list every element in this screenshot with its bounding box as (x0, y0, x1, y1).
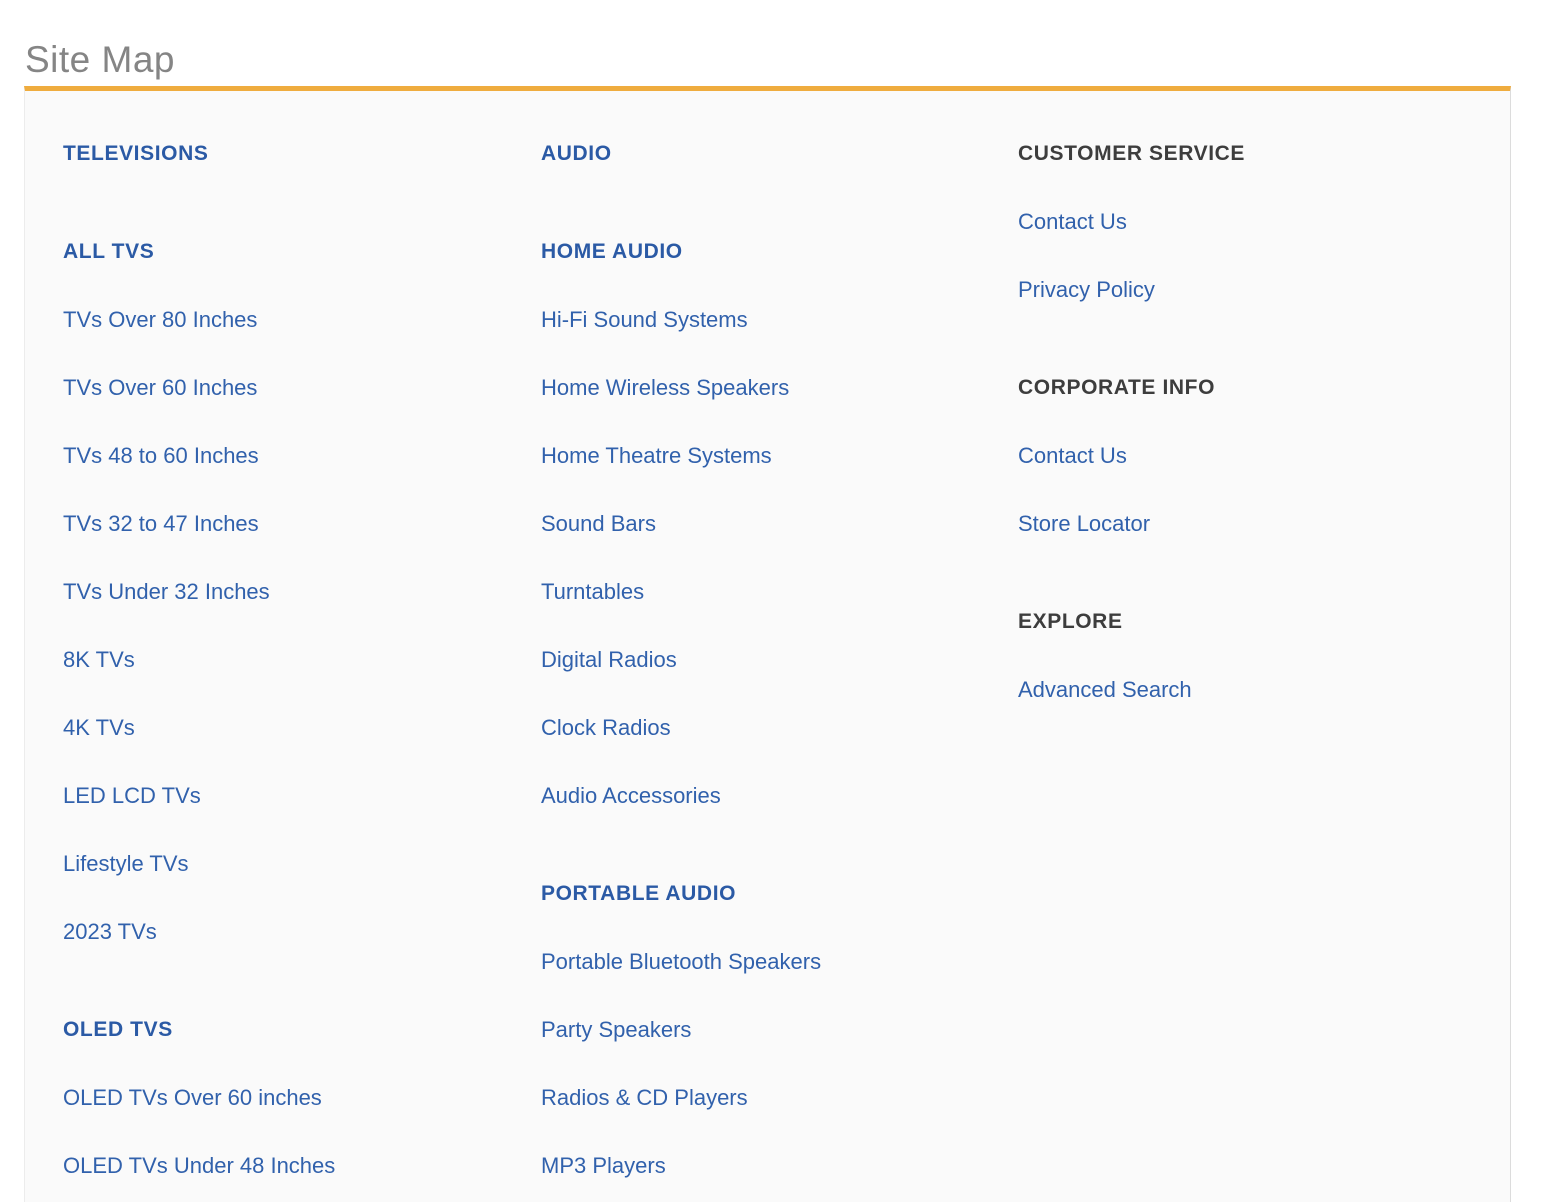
sitemap-panel (24, 86, 1511, 1202)
link-home-theatre-systems[interactable]: Home Theatre Systems (541, 443, 772, 468)
link-clock-radios[interactable]: Clock Radios (541, 715, 671, 740)
link-portable-bluetooth-speakers[interactable]: Portable Bluetooth Speakers (541, 949, 822, 974)
sitemap-columns (25, 91, 1510, 1202)
link-led-lcd-tvs[interactable]: LED LCD TVs (63, 783, 201, 808)
link-8k-tvs[interactable]: 8K TVs (63, 647, 135, 672)
link-lifestyle-tvs[interactable]: Lifestyle TVs (63, 851, 189, 876)
link-home-wireless-speakers[interactable]: Home Wireless Speakers (541, 375, 790, 400)
link-tvs-over-80-inches[interactable]: TVs Over 80 Inches (63, 307, 258, 332)
header-audio[interactable]: AUDIO (541, 142, 612, 165)
link-2023-tvs[interactable]: 2023 TVs (63, 919, 157, 944)
link-hi-fi-sound-systems[interactable]: Hi-Fi Sound Systems (541, 307, 748, 332)
column-service-info (1018, 143, 1478, 1202)
link-tvs-over-60-inches[interactable]: TVs Over 60 Inches (63, 375, 258, 400)
page-title: Site Map (25, 38, 176, 80)
link-corporate-contact-us[interactable]: Contact Us (1018, 443, 1127, 468)
header-corporate-info: CORPORATE INFO (1018, 376, 1216, 399)
link-tvs-32-to-47-inches[interactable]: TVs 32 to 47 Inches (63, 511, 259, 536)
link-tvs-48-to-60-inches[interactable]: TVs 48 to 60 Inches (63, 443, 259, 468)
link-party-speakers[interactable]: Party Speakers (541, 1017, 692, 1042)
link-radios-cd-players[interactable]: Radios & CD Players (541, 1085, 748, 1110)
header-home-audio[interactable]: HOME AUDIO (541, 240, 683, 263)
link-audio-accessories[interactable]: Audio Accessories (541, 783, 721, 808)
link-privacy-policy[interactable]: Privacy Policy (1018, 277, 1155, 302)
link-tvs-under-32-inches[interactable]: TVs Under 32 Inches (63, 579, 270, 604)
link-sound-bars[interactable]: Sound Bars (541, 511, 656, 536)
header-customer-service: CUSTOMER SERVICE (1018, 142, 1246, 165)
header-televisions[interactable]: TELEVISIONS (63, 142, 209, 165)
link-customer-service-contact-us[interactable]: Contact Us (1018, 209, 1127, 234)
link-oled-tvs-under-48-inches[interactable]: OLED TVs Under 48 Inches (63, 1153, 336, 1178)
link-advanced-search[interactable]: Advanced Search (1018, 677, 1192, 702)
header-oled-tvs[interactable]: OLED TVS (63, 1018, 173, 1041)
header-explore: EXPLORE (1018, 610, 1123, 633)
column-audio (541, 143, 1018, 1202)
column-televisions (63, 143, 541, 1202)
link-4k-tvs[interactable]: 4K TVs (63, 715, 135, 740)
link-digital-radios[interactable]: Digital Radios (541, 647, 677, 672)
link-turntables[interactable]: Turntables (541, 579, 645, 604)
header-portable-audio[interactable]: PORTABLE AUDIO (541, 882, 737, 905)
link-oled-tvs-over-60-inches[interactable]: OLED TVs Over 60 inches (63, 1085, 322, 1110)
link-store-locator[interactable]: Store Locator (1018, 511, 1151, 536)
link-mp3-players[interactable]: MP3 Players (541, 1153, 666, 1178)
header-all-tvs[interactable]: ALL TVS (63, 240, 155, 263)
